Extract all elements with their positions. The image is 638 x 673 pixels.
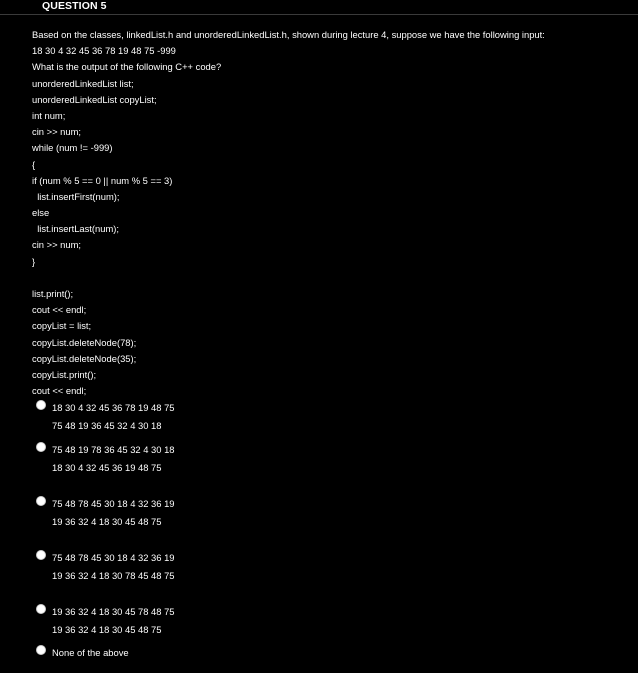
option-line: 18 30 4 32 45 36 78 19 48 75 (52, 402, 175, 413)
code-line: int num; (32, 109, 66, 121)
code-line: copyList = list; (32, 320, 92, 332)
radio-button[interactable] (36, 550, 46, 560)
code-line: cout << endl; (32, 385, 87, 397)
question-title: QUESTION 5 (42, 0, 107, 12)
option-line: 19 36 32 4 18 30 78 45 48 75 (52, 570, 175, 581)
option-line: 19 36 32 4 18 30 45 48 75 (52, 516, 162, 527)
code-line: copyList.deleteNode(78); (32, 336, 137, 348)
code-line (32, 270, 632, 286)
code-line: list.print(); (32, 288, 74, 299)
radio-button[interactable] (36, 604, 46, 614)
code-line: copyList.deleteNode(35); (32, 352, 137, 364)
option-line: 19 36 32 4 18 30 45 78 48 75 (52, 606, 175, 617)
prompt-line: What is the output of the following C++ code? (32, 61, 222, 73)
prompt-line: Based on the classes, linkedList.h and unorderedLinkedList.h, shown during lecture 4, suppose we have the following input: (32, 29, 545, 40)
option-line: 75 48 78 45 30 18 4 32 36 19 (52, 552, 175, 563)
code-line: list.insertFirst(num); (32, 190, 120, 202)
code-line: } (32, 255, 36, 267)
option-line: 75 48 19 36 45 32 4 30 18 (52, 420, 162, 431)
code-line: unorderedLinkedList list; (32, 77, 134, 89)
code-line: cout << endl; (32, 304, 87, 316)
code-line: cin >> num; (32, 239, 81, 251)
question-body (32, 27, 632, 399)
option-line: 18 30 4 32 45 36 19 48 75 (52, 462, 162, 473)
option-line: None of the above (52, 647, 129, 658)
radio-button[interactable] (36, 400, 46, 410)
code-line: while (num != -999) (32, 142, 113, 154)
code-line: list.insertLast(num); (32, 223, 120, 235)
radio-button[interactable] (36, 442, 46, 452)
prompt-line: 18 30 4 32 45 36 78 19 48 75 -999 (32, 45, 176, 57)
option-line: 75 48 78 45 30 18 4 32 36 19 (52, 498, 175, 509)
option-line: 19 36 32 4 18 30 45 48 75 (52, 624, 162, 635)
radio-button[interactable] (36, 645, 46, 655)
code-line: copyList.print(); (32, 368, 97, 380)
code-line: { (32, 158, 36, 170)
radio-button[interactable] (36, 496, 46, 506)
option-line: 75 48 19 78 36 45 32 4 30 18 (52, 444, 175, 455)
code-line: unorderedLinkedList copyList; (32, 93, 157, 105)
code-line: else (32, 207, 50, 219)
code-line: if (num % 5 == 0 || num % 5 == 3) (32, 174, 173, 186)
code-line: cin >> num; (32, 126, 81, 138)
question-header (0, 0, 638, 15)
